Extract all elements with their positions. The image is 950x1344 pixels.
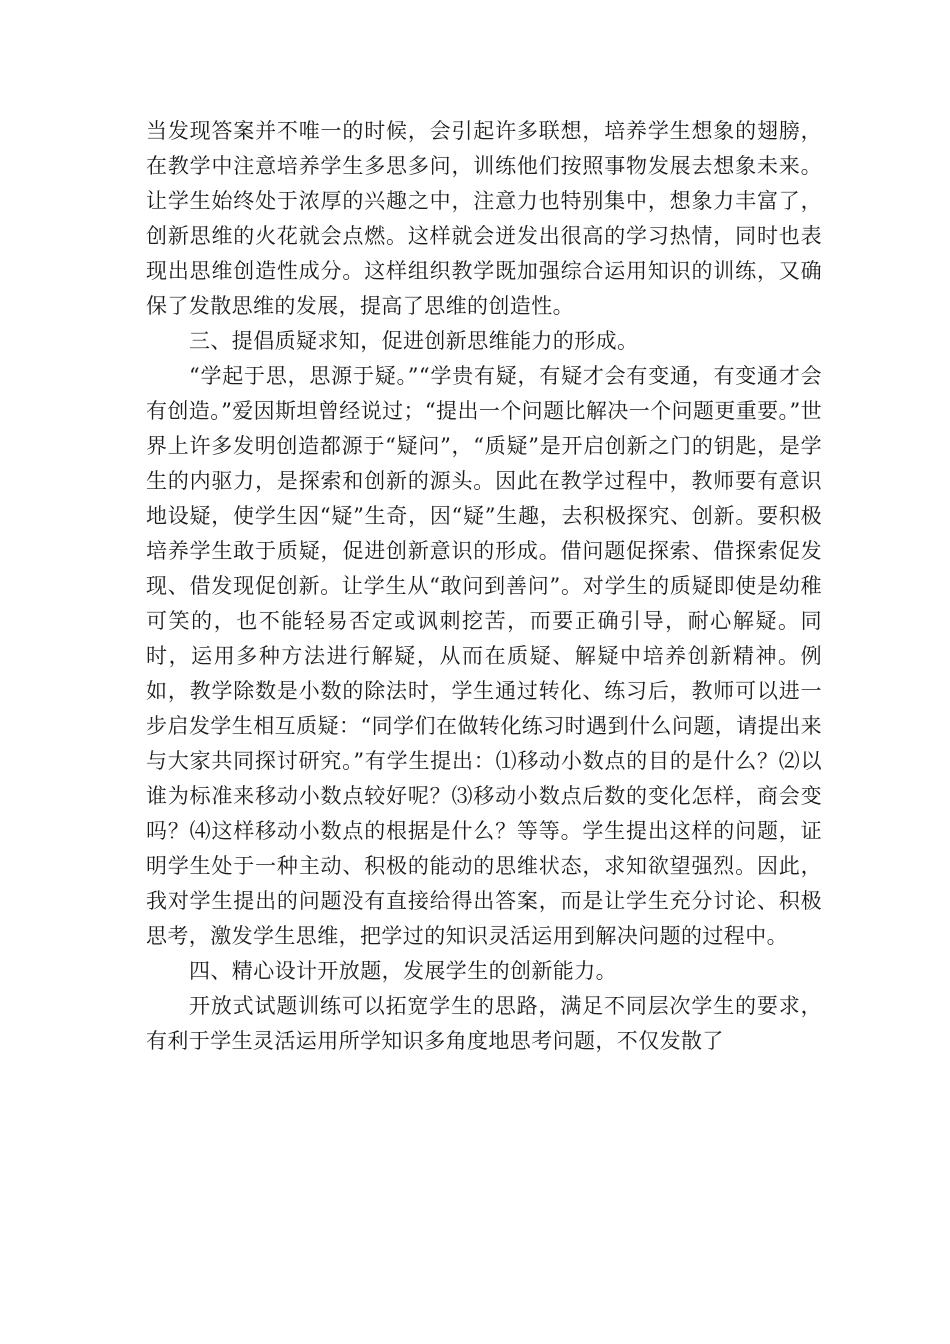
paragraph-continuation: 当发现答案并不唯一的时候，会引起许多联想，培养学生想象的翅膀，在教学中注意培养学生多思多问，训练他们按照事物发展去想象未来。让学生始终处于浓厚的兴趣之中，注意力也特别集中，想象力丰富了，创新思维的火花就会点燃。这样就会迸发出很高的学习热情，同时也表现出思维创造性成分。这样组织教学既加强综合运用知识的训练，又确保了发散思维的发展，提高了思维的创造性。 xyxy=(146,119,822,318)
section-heading-four: 四、精心设计开放题，发展学生的创新能力。 xyxy=(189,959,617,983)
paragraph-questioning: “学起于思，思源于疑。”“学贵有疑，有疑才会有变通，有变通才会有创造。”爱因斯坦曾经说过；“提出一个问题比解决一个问题更重要。”世界上许多发明创造都源于“疑问”，“质疑”是开启创新之门的钥匙，是学生的内驱力，是探索和创新的源头。因此在教学过程中，教师要有意识地设疑，使学生因“疑”生奇，因“疑”生趣，去积极探究、创新。要积极培养学生敢于质疑，促进创新意识的形成。借问题促探索、借探索促发现、借发现促创新。让学生从“敢问到善问”。对学生的质疑即使是幼稚可笑的，也不能轻易否定或讽刺挖苦，而要正确引导，耐心解疑。同时，运用多种方法进行解疑，从而在质疑、解疑中培养创新精神。例如，教学除数是小数的除法时，学生通过转化、练习后，教师可以进一步启发学生相互质疑：“同学们在做转化练习时遇到什么问题，请提出来与大家共同探讨研究。”有学生提出：⑴移动小数点的目的是什么？⑵以谁为标准来移动小数点较好呢？⑶移动小数点后数的变化怎样，商会变吗？⑷这样移动小数点的根据是什么？等等。学生提出这样的问题，证明学生处于一种主动、积极的能动的思维状态，求知欲望强烈。因此，我对学生提出的问题没有直接给得出答案，而是让学生充分讨论、积极思考，激发学生思维，把学过的知识灵活运用到解决问题的过程中。 xyxy=(146,364,822,948)
section-heading-three: 三、提倡质疑求知，促进创新思维能力的形成。 xyxy=(189,329,639,353)
paragraph-open-questions: 开放式试题训练可以拓宽学生的思路，满足不同层次学生的要求，有利于学生灵活运用所学知识多角度地思考问题，不仅发散了 xyxy=(146,994,822,1053)
document-body xyxy=(146,114,822,1059)
